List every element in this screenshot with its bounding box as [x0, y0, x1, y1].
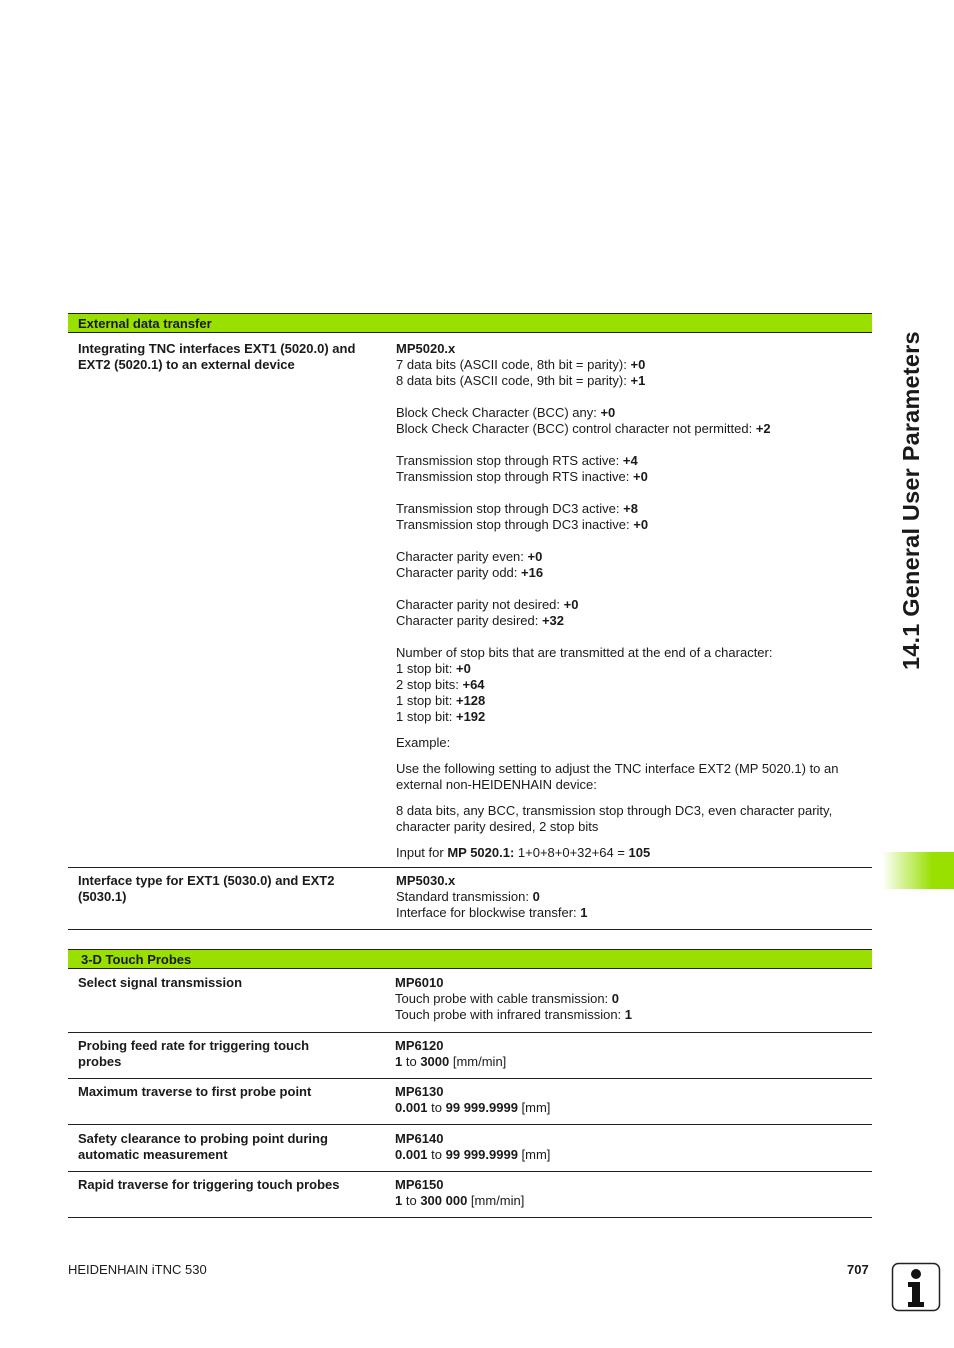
row-divider	[68, 1171, 872, 1172]
param-id: MP5020.x	[396, 341, 456, 356]
row-divider	[68, 929, 872, 930]
param-range: 0.001 to 99 999.9999 [mm]	[395, 1147, 551, 1162]
footer-product: HEIDENHAIN iTNC 530	[68, 1262, 207, 1277]
option-group	[396, 357, 866, 389]
param-description	[395, 1084, 865, 1116]
param-id: MP6120	[395, 1038, 444, 1053]
row-divider	[68, 1217, 872, 1218]
param-range: 0.001 to 99 999.9999 [mm]	[395, 1100, 551, 1115]
option-line: Transmission stop through RTS inactive: +0	[396, 469, 648, 484]
option-line: Character parity even: +0	[396, 549, 543, 564]
option-line: Touch probe with infrared transmission: 1	[395, 1007, 633, 1022]
param-label: Safety clearance to probing point during automatic measurement	[78, 1131, 328, 1162]
param-description	[395, 1131, 865, 1163]
param-range: 1 to 3000 [mm/min]	[395, 1054, 507, 1069]
param-range: 1 to 300 000 [mm/min]	[395, 1193, 525, 1208]
param-label: Rapid traverse for triggering touch probes	[78, 1177, 340, 1192]
example-text: Use the following setting to adjust the TNC interface EXT2 (MP 5020.1) to an external non-HEIDENHAIN device:	[396, 761, 839, 792]
option-line: Number of stop bits that are transmitted at the end of a character:	[396, 645, 773, 660]
section-title: 3-D Touch Probes	[81, 952, 192, 967]
param-label: Select signal transmission	[78, 975, 243, 990]
chapter-tab-marker	[882, 852, 954, 889]
option-line: Standard transmission: 0	[396, 889, 540, 904]
param-description	[396, 873, 866, 921]
example-settings: 8 data bits, any BCC, transmission stop through DC3, even character parity, character parity desired, 2 stop bits	[396, 803, 833, 834]
param-description	[395, 1177, 865, 1209]
section-header-external-data-transfer	[68, 313, 872, 333]
option-line: 1 stop bit: +192	[396, 709, 486, 724]
param-id: MP6010	[395, 975, 444, 990]
option-line: 8 data bits (ASCII code, 9th bit = parity): +1	[396, 373, 646, 388]
row-divider	[68, 1078, 872, 1079]
row-divider	[68, 1124, 872, 1125]
row-divider	[68, 867, 872, 868]
page-number: 707	[847, 1262, 869, 1277]
option-line: Transmission stop through DC3 active: +8	[396, 501, 638, 516]
option-line: Block Check Character (BCC) any: +0	[396, 405, 616, 420]
option-line: Transmission stop through DC3 inactive: +0	[396, 517, 649, 532]
section-header-touch-probes	[68, 949, 872, 969]
section-title: External data transfer	[78, 316, 212, 331]
param-id: MP6150	[395, 1177, 444, 1192]
option-line: 1 stop bit: +128	[396, 693, 486, 708]
option-groups	[396, 357, 866, 725]
option-group	[396, 501, 866, 533]
option-line: Transmission stop through RTS active: +4	[396, 453, 638, 468]
example-label: Example:	[396, 735, 451, 750]
param-label: Probing feed rate for triggering touch probes	[78, 1038, 310, 1069]
option-line: 7 data bits (ASCII code, 8th bit = parity): +0	[396, 357, 646, 372]
row-divider	[68, 1032, 872, 1033]
option-group	[396, 405, 866, 437]
param-id: MP5030.x	[396, 873, 456, 888]
param-label: Interface type for EXT1 (5030.0) and EXT2 (5030.1)	[78, 873, 335, 904]
option-group	[396, 453, 866, 485]
info-icon	[891, 1262, 941, 1312]
option-group	[396, 645, 866, 725]
param-description	[396, 341, 866, 861]
option-line: Block Check Character (BCC) control character not permitted: +2	[396, 421, 771, 436]
param-label: Maximum traverse to first probe point	[78, 1084, 312, 1099]
param-id: MP6140	[395, 1131, 444, 1146]
option-line: 1 stop bit: +0	[396, 661, 471, 676]
option-line: Character parity odd: +16	[396, 565, 544, 580]
option-line: Character parity not desired: +0	[396, 597, 579, 612]
param-id: MP6130	[395, 1084, 444, 1099]
option-group	[396, 597, 866, 629]
param-description	[395, 975, 865, 1023]
option-group	[396, 549, 866, 581]
option-line: Character parity desired: +32	[396, 613, 565, 628]
option-line: Interface for blockwise transfer: 1	[396, 905, 588, 920]
example-input: Input for MP 5020.1: 1+0+8+0+32+64 = 105	[396, 845, 651, 860]
chapter-title: 14.1 General User Parameters	[898, 331, 924, 670]
param-label: Integrating TNC interfaces EXT1 (5020.0) and EXT2 (5020.1) to an external device	[78, 341, 356, 372]
param-description	[395, 1038, 865, 1070]
option-line: 2 stop bits: +64	[396, 677, 485, 692]
option-line: Touch probe with cable transmission: 0	[395, 991, 620, 1006]
